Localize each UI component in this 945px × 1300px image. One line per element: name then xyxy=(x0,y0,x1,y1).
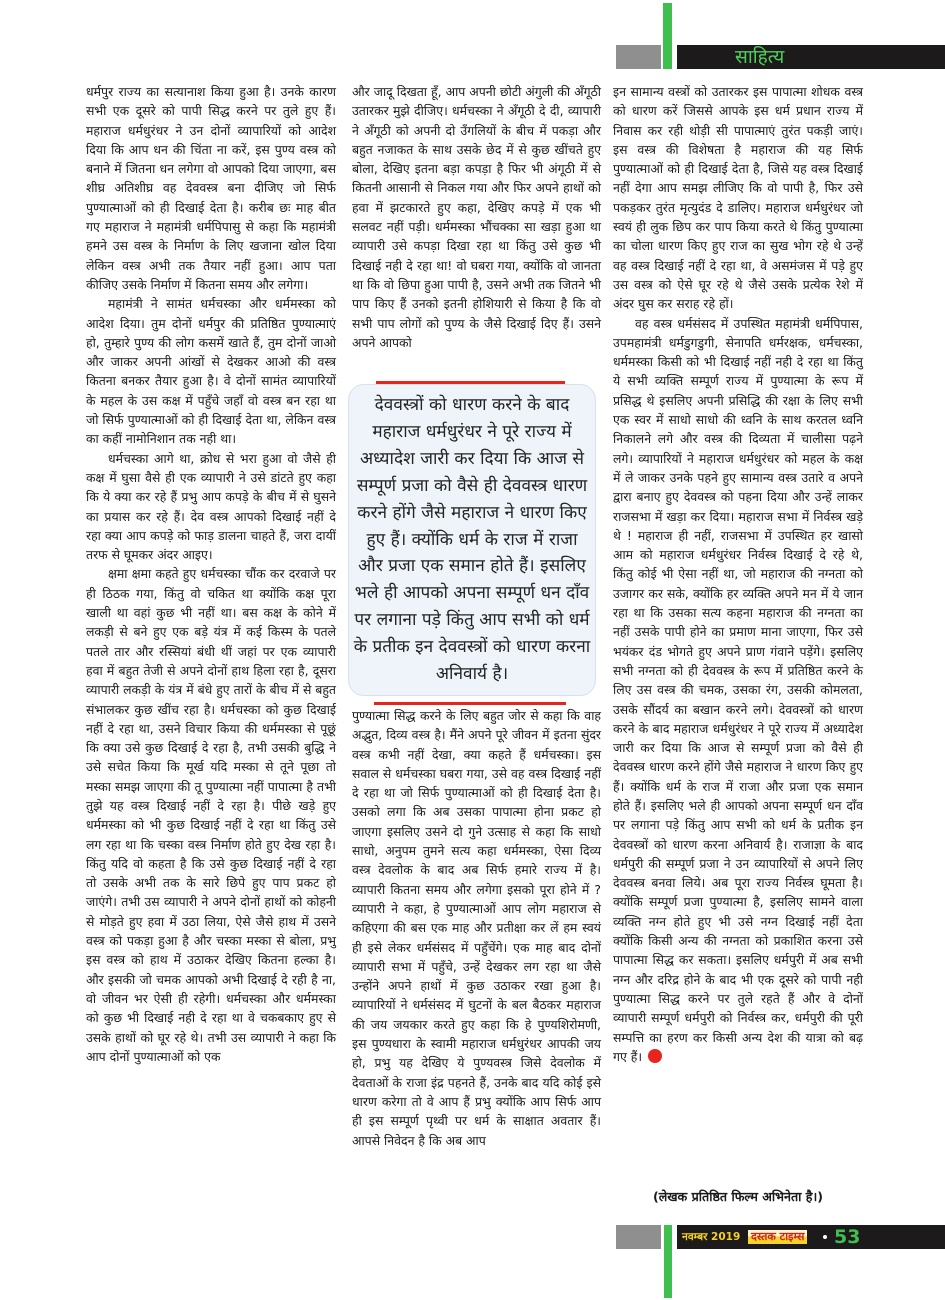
footer-gray-block xyxy=(616,1225,661,1249)
section-title: साहित्य xyxy=(735,46,785,68)
paragraph-final xyxy=(613,314,863,1067)
header-accent-bar xyxy=(663,3,672,69)
header-band xyxy=(677,45,945,69)
end-mark-icon xyxy=(648,1049,662,1063)
issue-date: नवम्बर 2019 xyxy=(682,1231,741,1243)
header-gray-block xyxy=(616,45,661,69)
article-column-3 xyxy=(613,82,863,1066)
article-column-2-bottom xyxy=(352,706,601,1150)
paragraph: धर्मचस्का आगे था, क्रोध से भरा हुआ वो जैसे ही कक्ष में घुसा वैसे ही एक व्यापारी ने उसे डांटते हुए कहा कि ये क्या कर रहे हैं प्रभु आप कपड़े के बीच में से घुसने का प्रयास कर रहे हैं। देव वस्त्र आपको दिखाई नहीं दे रहा क्या आप कपड़े को फाड़ डालना चाहते हैं, जरा दायीं तरफ से घूमकर अंदर आइए। xyxy=(86,450,336,563)
pull-quote-text: देववस्त्रों को धारण करने के बाद महाराज धर्मधुरंधर ने पूरे राज्य में अध्यादेश जारी कर दिया कि आज से सम्पूर्ण प्रजा को वैसे ही देववस्त्र धारण करने होंगे जैसे महाराज ने धारण किए हुए हैं। क्योंकि धर्म के राज में राजा और प्रजा एक समान होते हैं। इसलिए भले ही आपको अपना सम्पूर्ण धन दाँव पर लगाना पड़े किंतु आप सभी को धर्म के प्रतीक इन देववस्त्रों को धारण करना अनिवार्य है। xyxy=(353,395,591,685)
magazine-logo: दस्तक टाइम्स xyxy=(748,1230,807,1244)
bullet-icon xyxy=(823,1235,827,1239)
paragraph: इन सामान्य वस्त्रों को उतारकर इस पापात्मा शोधक वस्त्र को धारण करें जिससे आपके इस धर्म प्रधान राज्य में निवास कर रही थोड़ी सी पापात्माएं तुरंत पकड़ी जाएं। इस वस्त्र की विशेषता है महाराज की यह सिर्फ पुण्यात्माओं को ही दिखाई देता है, जिसे यह वस्त्र दिखाई नहीं देगा आप समझ लीजिए कि वो पापी है, फिर उसे पकड़कर तुरंत मृत्युदंड दे डालिए। महाराज धर्मधुरंधर जो स्वयं ही लुक छिप कर पाप किया करते थे किंतु पुण्यात्मा का चोला धारण किए हुए राज का सुख भोग रहे थे उन्हें वह वस्त्र दिखाई नहीं दे रहा था, वे असमंजस में पड़े हुए उस वस्त्र को ऐसे घूर रहे थे जैसे उसके प्रत्येक रेशे में अंदर घुस कर सराह रहे हों। xyxy=(613,84,863,312)
paragraph: धर्मपुर राज्य का सत्यानाश किया हुआ है। उनके कारण सभी एक दूसरे को पापी सिद्ध करने पर तुले हुए हैं। महाराज धर्मधुरंधर ने उन दोनों व्यापारियों को आदेश दिया कि आप धन की चिंता ना करें, इस पुण्य वस्त्र को बनाने में जितना धन लगेगा वो आपको दिया जाएगा, बस शीघ्र अतिशीघ्र वह देववस्त्र बना दीजिए जो सिर्फ पुण्यात्माओं को ही दिखाई देता है। करीब छः माह बीत गए महाराज ने महामंत्री धर्मपिपासु से कहा कि महामंत्री हमने उस वस्त्र के निर्माण के लिए खजाना खोल दिया लेकिन वस्त्र अभी तक तैयार नहीं हुआ। आप पता कीजिए उसके निर्माण में कितना समय और लगेगा। xyxy=(86,84,336,292)
article-column-2-top xyxy=(352,82,601,352)
footer-accent-bar xyxy=(664,1225,672,1298)
pull-quote-rule-top xyxy=(376,381,565,384)
author-note: (लेखक प्रतिष्ठित फिल्म अभिनेता है।) xyxy=(652,1189,824,1204)
article-column-1 xyxy=(86,82,336,1066)
paragraph-text: वह वस्त्र धर्मसंसद में उपस्थित महामंत्री धर्मपिपास, उपमहामंत्री धर्मडुगडुगी, सेनापति धर्मरक्षक, धर्मचस्का, धर्ममस्का किसी को भी दिखाई नहीं नही दे रहा था किंतु ये सभी व्यक्ति सम्पूर्ण राज्य में पुण्यात्मा के रूप में प्रसिद्ध थे इसलिए अपनी प्रसिद्धि की रक्षा के लिए सभी एक स्वर में साधो साधो की ध्वनि के साथ करतल ध्वनि निकालने लगे और वस्त्र की दिव्यता में चालीसा पढ़ने लगे। व्यापारियों ने महाराज धर्मधुरंधर को महल के कक्ष में ले जाकर उनके पहने हुए सामान्य वस्त्र उतारे व अपने द्वारा बनाए हुए देववस्त्र को पहना दिया और उन्हें लाकर राजसभा में खड़ा कर दिया। महाराज सभा में निर्वस्त्र खड़े थे ! महाराज ही नहीं, राजसभा में उपस्थित हर खासो आम को महाराज धर्मधुरंधर निर्वस्त्र दिखाई दे रहे थे, किंतु कोई भी ऐसा नहीं था, जो महाराज की नग्नता को उजागर कर सके, क्योंकि हर व्यक्ति अपने मन में ये जान रहा था कि उसका सत्य कहना महाराज की नग्नता का नहीं उसके पापी होने का प्रमाण माना जाएगा, फिर उसे भयंकर दंड भोगते हुए अपने प्राण गंवाने पड़ेंगे। इसलिए सभी नग्नता को ही देववस्त्र के रूप में प्रतिष्ठित करने के लिए उस वस्त्र की चमक, उसका रंग, उसकी कोमलता, उसके सौंदर्य का बखान करने लगे। देववस्त्रों को धारण करने के बाद महाराज धर्मधुरंधर ने पूरे राज्य में अध्यादेश जारी कर दिया कि आज से सम्पूर्ण प्रजा को वैसे ही देववस्त्र धारण करने होंगे जैसे महाराज ने धारण किए हुए हैं। क्योंकि धर्म के राज में राजा और प्रजा एक समान होते हैं। इसलिए भले ही आपको अपना सम्पूर्ण धन दाँव पर लगाना पड़े किंतु आप सभी को धर्म के प्रतीक इन देववस्त्रों को धारण करना अनिवार्य है। राजाज्ञा के बाद धर्मपुरी की सम्पूर्ण प्रजा ने उन व्यापारियों से अपने लिए देववस्त्र बनवा लिये। अब पूरा राज्य निर्वस्त्र घूमता है। क्योंकि सम्पूर्ण प्रजा पुण्यात्मा है, इसलिए सामने वाला व्यक्ति नग्न होते हुए भी उसे नग्न दिखाई नहीं देता क्योंकि किसी अन्य की नग्नता को प्रकाशित करना उसे पापात्मा सिद्ध कर सकता। इसलिए धर्मपुरी में अब सभी नग्न और दरिद्र होने के बाद भी एक दूसरे को पापी नही पुण्यात्मा सिद्ध करने पर तुले रहते हैं और वे दोनों व्यापारी सम्पूर्ण धर्मपुरी को निर्वस्त्र कर, धर्मपुरी की पूरी सम्पत्ति का हरण कर किसी अन्य देश की यात्रा को बढ़ गए हैं। xyxy=(613,315,863,1064)
paragraph: पुण्यात्मा सिद्ध करने के लिए बहुत जोर से कहा कि वाह अद्भुत, दिव्य वस्त्र है। मैंने अपने पूरे जीवन में इतना सुंदर वस्त्र कभी नहीं देखा, क्या कहते हैं धर्मचस्का। इस सवाल से धर्मचस्का घबरा गया, उसे वह वस्त्र दिखाई नहीं दे रहा था जो सिर्फ पुण्यात्माओं को ही दिखाई देता है। उसको लगा कि अब उसका पापात्मा होना प्रकट हो जाएगा इसलिए उसने दो गुने उत्साह से कहा कि साधो साधो, अनुपम तुमने सत्य कहा धर्ममस्का, ऐसा दिव्य वस्त्र देवलोक के बाद अब सिर्फ हमारे राज्य में है। व्यापारी कितना समय और लगेगा इसको पूरा होने में ? व्यापारी ने कहा, हे पुण्यात्माओं आप लोग महाराज से कहिएगा की बस एक माह और प्रतीक्षा कर लें हम स्वयं ही इसे लेकर धर्मसंसद में पहुँचेंगे। एक माह बाद दोनों व्यापारी सभा में पहुँचे, उन्हें देखकर लग रहा था जैसे उन्होंने अपने हाथों में कुछ उठाकर रखा हुआ है। व्यापारियों ने धर्मसंसद में घुटनों के बल बैठकर महाराज की जय जयकार करते हुए कहा कि हे पुण्यशिरोमणी, इस पुण्यधारा के स्वामी महाराज धर्मधुरंधर आपकी जय हो, प्रभु यह देखिए ये पुण्यवस्त्र जिसे देवलोक में देवताओं के राजा इंद्र पहनते हैं, उनके बाद यदि कोई इसे धारण करेगा तो वे आप हैं प्रभु क्योंकि आप सिर्फ आप ही इस सम्पूर्ण पृथ्वी पर धर्म के साक्षात अवतार हैं। आपसे निवेदन है कि अब आप xyxy=(352,708,601,1148)
pull-quote-rule-bottom xyxy=(374,702,566,705)
paragraph: और जादू दिखता हूँ, आप अपनी छोटी अंगुली की अँगूठी उतारकर मुझे दीजिए। धर्मचस्का ने अँगूठी दे दी, व्यापारी ने अँगूठी को अपनी दो उँगलियों के बीच में पकड़ा और बहुत नजाकत के साथ उसके छेद में से कुछ खींचते हुए बोला, देखिए इतना बड़ा कपड़ा है फिर भी अंगूठी में से कितनी आसानी से निकल गया और फिर अपने हाथों को हवा में झटकारते हुए कहा, देखिए कपड़े में एक भी सलवट नहीं पड़ी। धर्ममस्का भौंचक्का सा खड़ा हुआ था व्यापारी उसे कपड़ा दिखा रहा था किंतु उसे कुछ भी दिखाई नही दे रहा था! वो घबरा गया, क्योंकि वो जानता था कि वो छिपा हुआ पापी है, उसने अभी तक जितने भी पाप किए हैं उनको इतनी होशियारी से किया है कि वो सभी पाप लोगों को पुण्य के जैसे दिखाई दिए हैं। उसने अपने आपको xyxy=(352,84,601,350)
paragraph: क्षमा क्षमा कहते हुए धर्मचस्का चौंक कर दरवाजे पर ही ठिठक गया, किंतु वो चकित था क्योंकि कक्ष पूरा खाली था वहां कुछ भी नहीं था। बस कक्ष के कोने में लकड़ी से बने हुए एक बड़े यंत्र में कई किस्म के पतले पतले तार और रस्सियां बंधी थीं जहां पर एक व्यापारी हवा में बहुत तेजी से अपने दोनों हाथ हिला रहा है, दूसरा व्यापारी लकड़ी के यंत्र में बंधे हुए तारों के बीच में से बहुत संभालकर कुछ खींच रहा है। धर्मचस्का को कुछ दिखाई नहीं दे रहा था, उसने विचार किया की धर्ममस्का से पूछूं कि क्या उसे कुछ दिखाई दे रहा है, तभी उसकी बुद्धि ने उसे सचेत किया कि मूर्ख यदि मस्का से तूने पूछा तो मस्का समझ जाएगा की तू पुण्यात्मा नहीं पापात्मा है तभी तुझे यह वस्त्र दिखाई नहीं दे रहा है। पीछे खड़े हुए धर्ममस्का को भी कुछ दिखाई नहीं दे रहा था किंतु उसे लग रहा था कि चस्का वस्त्र निर्माण होते हुए देख रहा है। किंतु यदि वो कहता है कि उसे कुछ दिखाई नहीं दे रहा तो उसके अभी तक के सारे छिपे हुए पाप प्रकट हो जाएंगे। तभी उस व्यापारी ने अपने दोनों हाथों को कोहनी से मोड़ते हुए हवा में उठा लिया, ऐसे जैसे हाथ में उसने वस्त्र को पकड़ा हुआ है और चस्का मस्का से बोला, प्रभु इस वस्त्र को हाथ में उठाकर देखिए कितना हल्का है। और इसकी जो चमक आपको अभी दिखाई दे रही है ना, वो जीवन भर ऐसी ही रहेगी। धर्मचस्का और धर्ममस्का को कुछ भी दिखाई नही दे रहा था वे चकबकाए हुए से उसके हाथों को घूर रहे थे। तभी उस व्यापारी ने कहा कि आप दोनों पुण्यात्माओं को एक xyxy=(86,566,336,1064)
page-number: 53 xyxy=(834,1226,861,1248)
paragraph: महामंत्री ने सामंत धर्मचस्का और धर्ममस्का को आदेश दिया। तुम दोनों धर्मपुर की प्रतिष्ठित पुण्यात्माएं हो, तुम्हारे पुण्य की लोग कसमें खाते हैं, तुम दोनों जाओ और जाकर अपनी आंखों से देखकर आओ की वस्त्र कितना बनकर तैयार हुआ है। वे दोनों सामंत व्यापारियों के महल के उस कक्ष में पहुँचे जहाँ वो वस्त्र बन रहा था जो सिर्फ पुण्यात्माओं को ही दिखाई देता था, लेकिन वस्त्र का कहीं नामोनिशान तक नही था। xyxy=(86,296,336,447)
